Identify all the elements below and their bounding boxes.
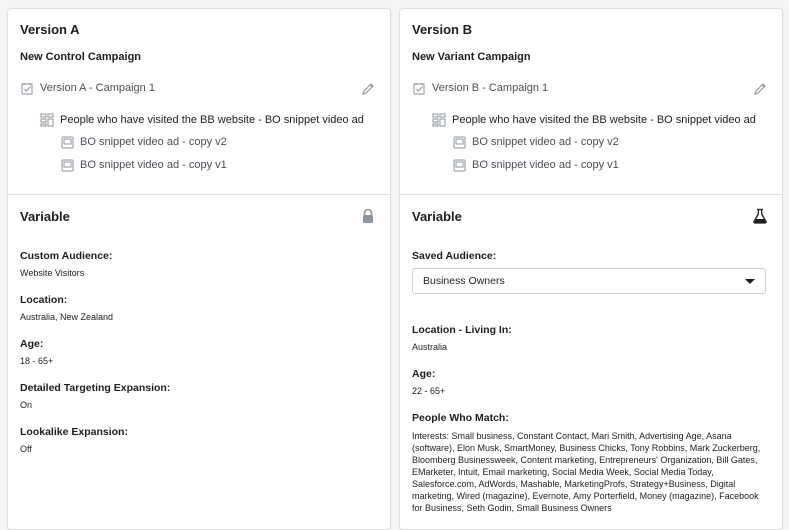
- ad-icon: [452, 158, 466, 172]
- version-b-adset-row[interactable]: [432, 113, 756, 127]
- version-a-panel: [7, 8, 391, 530]
- campaign-row-label: Version B - Campaign 1: [432, 82, 549, 94]
- field-label: Location - Living In:: [412, 324, 512, 336]
- field-value: Australia, New Zealand: [20, 312, 114, 322]
- field-label: Detailed Targeting Expansion:: [20, 382, 171, 394]
- version-b-campaign-row[interactable]: [412, 81, 548, 95]
- field-value: On: [20, 400, 33, 410]
- field-value: Off: [20, 444, 32, 454]
- people-who-match-label: People Who Match:: [412, 412, 509, 424]
- version-b-ad-row[interactable]: [452, 158, 619, 172]
- campaign-check-icon: [20, 81, 34, 95]
- saved-audience-select[interactable]: [412, 268, 766, 294]
- field-value: Website Visitors: [20, 268, 85, 278]
- adset-label: People who have visited the BB website - BO snippet video ad: [452, 114, 756, 126]
- chevron-down-icon: [745, 279, 755, 284]
- field-value: 22 - 65+: [412, 386, 446, 396]
- ad-label: BO snippet video ad - copy v1: [472, 159, 619, 171]
- ad-icon: [60, 135, 74, 149]
- version-a-campaign-name: New Control Campaign: [20, 51, 142, 63]
- version-a-campaign-row[interactable]: [20, 81, 155, 95]
- ad-label: BO snippet video ad - copy v2: [472, 136, 619, 148]
- saved-audience-label: Saved Audience:: [412, 250, 497, 262]
- version-a-adset-row[interactable]: [40, 113, 364, 127]
- version-a-structure: [8, 9, 390, 195]
- adset-grid-icon: [40, 113, 54, 127]
- flask-icon: [752, 208, 768, 224]
- version-b-title: Version B: [412, 22, 472, 37]
- version-a-ad-row[interactable]: [60, 158, 227, 172]
- version-a-ad-row[interactable]: [60, 135, 227, 149]
- version-b-ad-row[interactable]: [452, 135, 619, 149]
- version-b-campaign-name: New Variant Campaign: [412, 51, 531, 63]
- ad-icon: [452, 135, 466, 149]
- saved-audience-value: Business Owners: [423, 275, 505, 287]
- adset-label: People who have visited the BB website - BO snippet video ad: [60, 114, 364, 126]
- adset-grid-icon: [432, 113, 446, 127]
- field-label: Custom Audience:: [20, 250, 113, 262]
- field-label: Age:: [412, 368, 436, 380]
- ad-label: BO snippet video ad - copy v1: [80, 159, 227, 171]
- field-label: Lookalike Expansion:: [20, 426, 128, 438]
- ad-icon: [60, 158, 74, 172]
- field-value: 18 - 65+: [20, 356, 54, 366]
- ad-label: BO snippet video ad - copy v2: [80, 136, 227, 148]
- version-b-panel: [399, 8, 783, 530]
- interests-list: Interests: Small business, Constant Contact, Mari Smith, Advertising Age, Asana (software), Elon Musk, SmartMoney, Business Chicks, Tony Robbins, Mark Zuckerberg, Bloomberg Businessweek, Content marketing, Entrepreneurs' Organization, Bill Gates, EMarketer, Intuit, Email marketing, Social Media Week, Social Media Today, Salesforce.com, AdWords, Mashable, MarketingProfs, Strategy+Business, Digital marketing, Wired (magazine), Evernote, Amy Porterfield, Money (magazine), Facebook for Business, Seth Godin, Small Business Owners: [412, 431, 761, 513]
- version-a-title: Version A: [20, 22, 80, 37]
- campaign-row-label: Version A - Campaign 1: [40, 82, 155, 94]
- lock-icon: [360, 208, 376, 224]
- campaign-check-icon: [412, 81, 426, 95]
- version-b-structure: [400, 9, 782, 195]
- field-value: Australia: [412, 342, 448, 352]
- field-label: Location:: [20, 294, 68, 306]
- edit-pencil-icon[interactable]: [360, 81, 376, 97]
- variable-heading: Variable: [412, 209, 462, 224]
- variable-heading: Variable: [20, 209, 70, 224]
- edit-pencil-icon[interactable]: [752, 81, 768, 97]
- field-label: Age:: [20, 338, 44, 350]
